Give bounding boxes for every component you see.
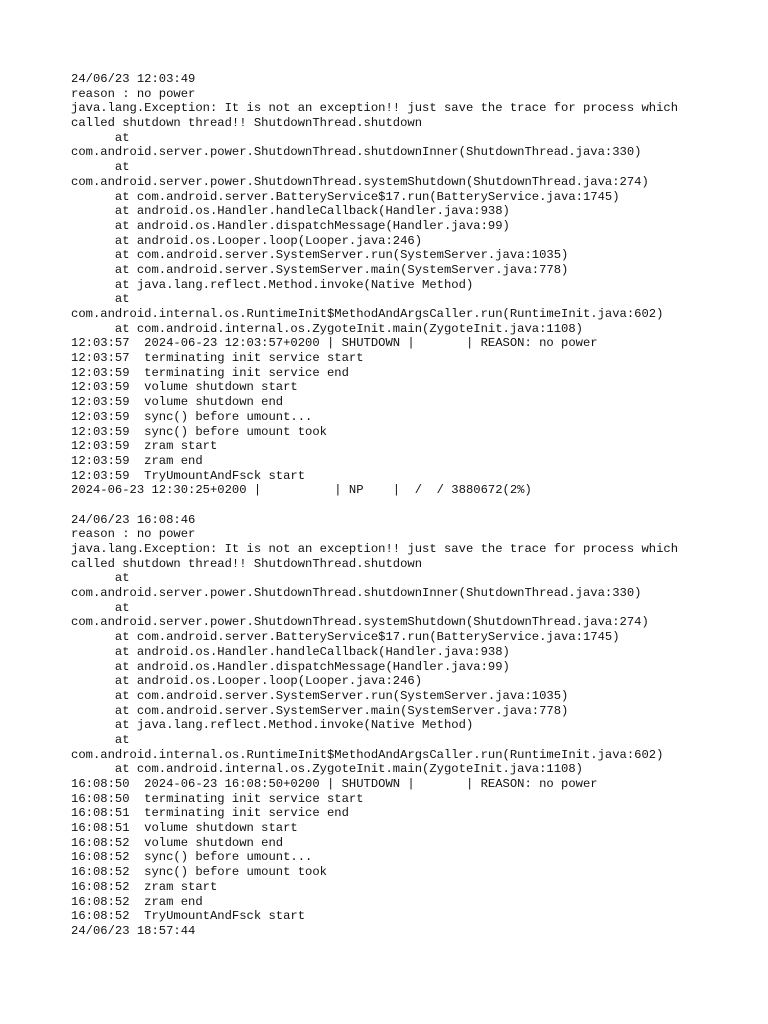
log-line: 12:03:57 2024-06-23 12:03:57+0200 | SHUTDOWN | | REASON: no power xyxy=(71,336,598,351)
log-line: at java.lang.reflect.Method.invoke(Native Method) xyxy=(71,718,474,733)
log-line: 16:08:52 zram start xyxy=(71,879,218,894)
log-line: 16:08:51 volume shutdown start xyxy=(71,821,298,836)
section-separator xyxy=(71,498,761,513)
log-line: at android.os.Handler.handleCallback(Handler.java:938) xyxy=(71,204,510,219)
log-line: at android.os.Handler.handleCallback(Handler.java:938) xyxy=(71,644,510,659)
log-section-first xyxy=(71,72,761,498)
log-line: java.lang.Exception: It is not an exception!! just save the trace for process which xyxy=(71,542,679,556)
log-line: at com.android.server.SystemServer.main(SystemServer.java:778) xyxy=(71,703,569,718)
log-line: reason : no power xyxy=(71,86,196,101)
log-line: java.lang.Exception: It is not an exception!! just save the trace for process which xyxy=(71,101,679,116)
log-line: at android.os.Handler.dispatchMessage(Handler.java:99) xyxy=(71,218,510,233)
log-line: 12:03:59 volume shutdown end xyxy=(71,395,284,410)
log-line: at com.android.server.SystemServer.main(SystemServer.java:778) xyxy=(71,262,569,277)
log-line: 16:08:52 sync() before umount... xyxy=(71,850,313,865)
log-line: 16:08:52 sync() before umount took xyxy=(71,865,327,880)
log-line: 16:08:52 TryUmountAndFsck start xyxy=(71,909,306,924)
log-line: com.android.internal.os.RuntimeInit$MethodAndArgsCaller.run(RuntimeInit.java:602) xyxy=(71,747,664,762)
log-line: reason : no power xyxy=(71,527,196,542)
log-line: called shutdown thread!! ShutdownThread.shutdown xyxy=(71,116,423,131)
log-line: 16:08:52 zram end xyxy=(71,894,203,909)
log-section-second xyxy=(71,513,761,939)
log-line: 12:03:59 TryUmountAndFsck start xyxy=(71,468,306,483)
log-line: 24/06/23 18:57:44 xyxy=(71,923,196,938)
log-line: com.android.server.power.ShutdownThread.shutdownInner(ShutdownThread.java:330) xyxy=(71,145,642,160)
log-line: at com.android.server.BatteryService$17.run(BatteryService.java:1745) xyxy=(71,189,620,204)
log-line: 16:08:50 2024-06-23 16:08:50+0200 | SHUTDOWN | | REASON: no power xyxy=(71,777,598,791)
log-line: at com.android.internal.os.ZygoteInit.main(ZygoteInit.java:1108) xyxy=(71,762,583,777)
log-line: at com.android.server.BatteryService$17.run(BatteryService.java:1745) xyxy=(71,630,620,645)
log-line: at com.android.server.SystemServer.run(SystemServer.java:1035) xyxy=(71,688,569,703)
log-line: at xyxy=(71,600,130,615)
log-line: com.android.server.power.ShutdownThread.shutdownInner(ShutdownThread.java:330) xyxy=(71,586,642,601)
log-line: 12:03:59 zram start xyxy=(71,439,218,454)
log-line: com.android.server.power.ShutdownThread.systemShutdown(ShutdownThread.java:274) xyxy=(71,174,649,189)
log-line: at android.os.Looper.loop(Looper.java:246) xyxy=(71,674,423,689)
log-line: at android.os.Handler.dispatchMessage(Handler.java:99) xyxy=(71,659,510,674)
log-line: 24/06/23 16:08:46 xyxy=(71,512,196,527)
log-line: at xyxy=(71,130,130,145)
log-line: 12:03:59 zram end xyxy=(71,453,203,468)
log-line: 2024-06-23 12:30:25+0200 | | NP | / / 3880672(2%) xyxy=(71,483,532,498)
log-line: at xyxy=(71,160,130,175)
log-line: at java.lang.reflect.Method.invoke(Native Method) xyxy=(71,277,474,292)
log-line: 16:08:52 volume shutdown end xyxy=(71,835,284,850)
log-line: at xyxy=(71,571,130,586)
log-line: com.android.server.power.ShutdownThread.systemShutdown(ShutdownThread.java:274) xyxy=(71,615,649,630)
log-line: 24/06/23 12:03:49 xyxy=(71,72,196,86)
log-line: com.android.internal.os.RuntimeInit$MethodAndArgsCaller.run(RuntimeInit.java:602) xyxy=(71,307,664,321)
log-line: 12:03:59 terminating init service end xyxy=(71,365,349,380)
log-line: 16:08:51 terminating init service end xyxy=(71,806,349,821)
log-line: 12:03:59 sync() before umount... xyxy=(71,409,313,424)
log-line: 12:03:57 terminating init service start xyxy=(71,351,364,366)
log-line: 16:08:50 terminating init service start xyxy=(71,791,364,806)
log-line: at xyxy=(71,732,130,747)
log-line: at com.android.internal.os.ZygoteInit.main(ZygoteInit.java:1108) xyxy=(71,321,583,336)
log-line: at com.android.server.SystemServer.run(SystemServer.java:1035) xyxy=(71,248,569,263)
log-line: called shutdown thread!! ShutdownThread.shutdown xyxy=(71,556,423,571)
log-line: at android.os.Looper.loop(Looper.java:246) xyxy=(71,233,423,248)
log-line: 12:03:59 sync() before umount took xyxy=(71,424,327,439)
log-document xyxy=(71,72,761,939)
log-line: 12:03:59 volume shutdown start xyxy=(71,380,298,395)
log-line: at xyxy=(71,292,130,307)
